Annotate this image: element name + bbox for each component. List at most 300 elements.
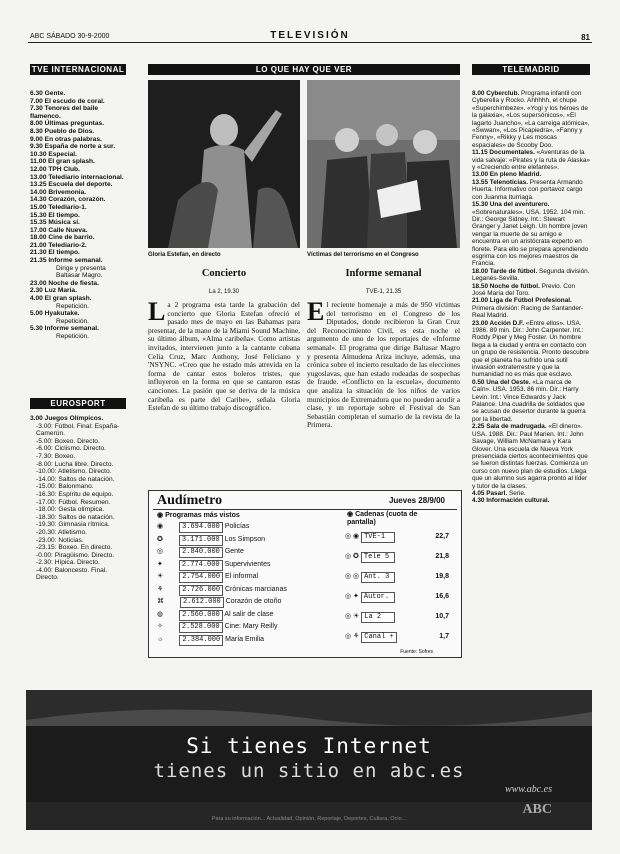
eurosport-heading: EUROSPORT: [30, 398, 126, 409]
ad-headline: Si tienes Internet: [186, 734, 432, 758]
telemadrid-description: Segunda división. Leganés-Sevilla.: [472, 267, 590, 283]
lo-que-hay-que-ver-heading: LO QUE HAY QUE VER: [148, 64, 460, 75]
channel-logo-icon: ◎ ◎: [345, 573, 362, 580]
eurosport-show: Piragüismo. Directo.: [54, 551, 115, 559]
tve-time: 21.35: [30, 257, 49, 265]
channel-logo-icon: ⚘: [157, 585, 166, 593]
article-concierto-channel: La 2, 19.30: [208, 289, 240, 295]
tve-show: Últimas preguntas.: [44, 120, 105, 128]
tve-item: [30, 151, 126, 159]
tve-time: 13.25: [30, 181, 49, 189]
page-date: ABC SÁBADO 30-9-2000: [30, 33, 110, 40]
article-informe-text: l reciente homenaje a más de 950 víctimas del terrorismo en el Congreso de los Diputados, donde recibieron la Gran Cruz del Reconocimiento Civil, es esta noche el argumento de uno de los reportajes de «Informe semanal». El programa que dirige Baltasar Magro y presenta Almudena Ariza incluye, además, una crónica sobre el incierto resultado de las elecciones yugoslavas, que han estado rodeadas de sospechas de fraude. «Conflicto en la escuela», documento que analiza la situación de los niños de varios municipios de Extremadura que no pueden acudir a clase, y un reportaje sobre el Festival de San Sebastián completan el sumario de la revista de la Primera.: [307, 300, 460, 430]
eurosport-item: [30, 544, 126, 552]
telemadrid-item: [472, 320, 590, 379]
program-audience: 3.171.000: [179, 535, 223, 546]
eurosport-time: 3.00: [30, 415, 45, 422]
eurosport-show: Boxeo. En directo.: [58, 544, 113, 552]
tve-item: [30, 242, 126, 250]
eurosport-time: -23.00:: [36, 536, 59, 544]
program-row: [157, 534, 343, 546]
telemadrid-item: [472, 179, 590, 201]
tv-icon: ◉: [347, 511, 356, 518]
eurosport-show: Gimnasia rítmica.: [58, 521, 110, 529]
telemadrid-show: Cyberclub.: [486, 90, 520, 97]
eurosport-time: -10.00:: [36, 468, 58, 476]
tve-show: En otras palabras.: [44, 135, 102, 143]
eurosport-column: [30, 398, 126, 582]
ad-footer-text: Para su información... Actualidad, Opinión, Reportaje, Deportes, Cultura, Ocio...: [211, 816, 407, 822]
tve-item: [30, 204, 126, 212]
eurosport-time: -4.00:: [36, 566, 55, 574]
eurosport-show: Gesta olímpica.: [58, 506, 105, 514]
caption-concert-photo: Gloria Estefan, en directo: [148, 252, 221, 258]
tve-internacional-column: [30, 64, 126, 341]
telemadrid-show: Noche de fútbol.: [489, 282, 540, 290]
telemadrid-description: Programa infantil con Cyberella y Rocko. Ahhhhh, el chupe «Superchimbeze». «Yogi y los héroes de la galaxia», «Los supersónicos», «El lagarto Juancho», «La carreiga atómica», «Swwan», «Los Picapiedra», «Fanny y Fenny», «Rikky y Les moscas espaciales» de Scooby Doo.: [472, 90, 590, 149]
channel-logo-icon: ◎ ✪: [345, 553, 361, 560]
channel-row: [345, 531, 453, 543]
tve-time: 15.30: [30, 211, 49, 219]
eurosport-time: -18.30:: [36, 513, 59, 521]
eurosport-show: Fútbol. Resumen.: [58, 498, 111, 506]
channel-logo-icon: ◎ ☀: [345, 613, 362, 620]
article-informe-dropcap: E: [307, 297, 325, 326]
telemadrid-item: [472, 90, 590, 149]
tve-item: [30, 105, 126, 120]
program-name: Al salir de clase: [222, 610, 274, 618]
channel-share: 10,7: [435, 613, 449, 620]
eurosport-show: Atletismo.: [58, 528, 87, 536]
channel-logo-icon: ✧: [157, 623, 165, 630]
telemadrid-description: «Entre ellos». USA. 1986. 89 min. Dir.: John Carpenter. Int.: Roddy Piper y Meg Foster. Un hombre llega a la ciudad y entra en contacto con un grupo de resistencia. Pronto descubre que el planeta ha sufrido una sutil invasión extraterrestre y que la humanidad no es más que esclavo.: [472, 319, 589, 379]
program-audience: 3.694.000: [179, 522, 223, 533]
channel-name: Canal +: [361, 632, 396, 643]
tve-item: [30, 166, 126, 174]
concert-photo-image: [148, 80, 300, 248]
tve-item: [30, 90, 126, 98]
photo-gloria-estefan: [148, 80, 300, 248]
program-row: [157, 621, 343, 633]
eurosport-time: -6.00:: [36, 445, 55, 453]
tve-show: El gran splash.: [47, 158, 95, 166]
tve-repeat-note: Repetición.: [56, 333, 89, 340]
telemadrid-show: Pasarl.: [486, 489, 508, 497]
eurosport-item: [30, 491, 126, 499]
tve-show: España de norte a sur.: [44, 143, 116, 151]
eurosport-show: Atletismo. Directo.: [58, 468, 112, 476]
program-row: [157, 546, 343, 558]
eurosport-time: -19.30:: [36, 521, 59, 529]
channels-heading: ◉ Cadenas (cuota de pantalla): [347, 511, 418, 526]
telemadrid-column: [472, 64, 590, 505]
eurosport-show: Hípica. Directo.: [54, 559, 100, 567]
telemadrid-time: 13.55: [472, 178, 490, 186]
tve-item: [30, 287, 126, 295]
channel-name: Ant. 3: [361, 572, 395, 583]
telemadrid-time: 0.50: [472, 378, 487, 386]
audimetro-source: Fuente: Sofres: [400, 649, 433, 655]
tve-item: [30, 249, 126, 257]
tve-show: Telediario-2.: [48, 241, 87, 249]
tve-show: Informe semanal.: [44, 325, 99, 333]
program-name: Policías: [222, 523, 250, 530]
eurosport-schedule: [30, 415, 126, 582]
eurosport-show: Fútbol. Final: España-Camerún.: [36, 422, 120, 438]
article-informe-title: Informe semanal: [345, 268, 422, 279]
telemadrid-time: 11.15: [472, 149, 490, 157]
tve-item: [30, 325, 126, 333]
telemadrid-item: [472, 268, 590, 283]
photo-victimas-congreso: [307, 80, 460, 248]
tve-show: El gran splash.: [44, 295, 92, 303]
tve-item: [30, 212, 126, 220]
telemadrid-time: 2.25: [472, 423, 487, 431]
tve-show: El escudo de coral.: [44, 97, 105, 105]
channel-logo-icon: ⌘: [157, 598, 166, 605]
tve-time: 17.00: [30, 226, 49, 234]
eurosport-time: -5.00:: [36, 437, 55, 445]
article-concierto: [148, 268, 300, 413]
tve-time: 9.30: [30, 143, 45, 151]
telemadrid-description: Serie.: [507, 489, 526, 497]
eurosport-item: [30, 521, 126, 529]
eurosport-time: -8.00:: [36, 460, 55, 468]
tve-item: [30, 196, 126, 204]
eurosport-show: Ciclismo. Directo.: [54, 445, 106, 453]
telemadrid-time: 23.00: [472, 319, 490, 327]
tve-item: [30, 280, 126, 288]
tve-item: [30, 227, 126, 235]
article-concierto-body: [148, 297, 300, 413]
channel-share: 1,7: [439, 633, 449, 640]
telemadrid-item: [472, 201, 590, 268]
channel-logo-icon: ✪: [157, 535, 165, 543]
programs-heading: ◉ Programas más vistos: [157, 512, 240, 519]
eurosport-show: Boxeo. Directo.: [54, 437, 100, 445]
tve-time: 10.30: [30, 150, 49, 158]
section-title: TELEVISIÓN: [270, 30, 350, 41]
program-row: [157, 609, 343, 621]
program-audience: 2.560.000: [179, 610, 223, 621]
eurosport-time: -2.30:: [36, 559, 55, 567]
abc-internet-advertisement[interactable]: [26, 690, 592, 830]
eurosport-item: [30, 423, 126, 438]
eurosport-time: -18.00:: [36, 506, 59, 514]
article-concierto-text: a 2 programa esta tarde la grabación del concierto que Gloria Estefan ofreció el pasado mes de mayo en las Bahamas para presentar, de la mano de la Miami Sound Machine, su último álbum, «Alma caribeña». Como artistas invitados, intervienen junto a la cantante cubana Celia Cruz, Marc Anthony, José Feliciano y 'NSYNC. «Creo que he estado más atrevida en la forma de cantar estos boleros tristes, que influyeron en la forma en que se cantaron estas canciones. La pasión que se deriva de la música caribeña es parte del Caribe», señala Gloria Estefan de su último trabajo discográfico.: [148, 300, 300, 413]
telemadrid-heading: TELEMADRID: [472, 64, 590, 75]
tve-item: [30, 234, 126, 242]
tve-item: [30, 257, 126, 265]
eurosport-item: [30, 461, 126, 469]
tve-time: 11.00: [30, 158, 48, 166]
tve-show: Informe semanal.: [48, 257, 103, 265]
tve-time: 18.00: [30, 234, 49, 242]
tve-time: 14.00: [30, 188, 49, 196]
program-name: Corazón de otoño: [223, 598, 282, 605]
tve-show: TPH Club.: [48, 165, 80, 173]
caption-congress-photo: Víctimas del terrorismo en el Congreso: [307, 252, 419, 258]
program-audience: 2.726.000: [179, 585, 223, 596]
tve-repeat-note: Repetición.: [56, 317, 89, 325]
tve-show: Especial.: [48, 150, 77, 158]
eurosport-show: Baloncesto. Final. Directo.: [36, 566, 108, 582]
telemadrid-description: Primera división: Racing de Santander-Real Madrid.: [472, 304, 584, 320]
telemadrid-show: En pleno Madrid.: [489, 171, 542, 179]
tve-item: [30, 174, 126, 182]
telemadrid-item: [472, 497, 590, 504]
tve-time: 12.00: [30, 165, 49, 173]
tv-icon: ◉: [157, 512, 166, 519]
congress-photo-image: [307, 80, 460, 248]
tve-repeat-note: Repetición.: [56, 302, 89, 310]
program-name: Crónicas marcianas: [223, 585, 287, 593]
tve-time: 15.35: [30, 219, 49, 227]
program-row: [157, 521, 343, 533]
tve-show: Calle Nueva.: [48, 226, 88, 234]
channel-logo-icon: ◎ ◉: [345, 533, 362, 540]
channel-row: [345, 631, 453, 643]
telemadrid-show: Liga de Fútbol Profesional.: [489, 297, 572, 305]
tve-item: [30, 158, 126, 166]
tve-show: Cine de barrio.: [48, 234, 95, 242]
eurosport-item: [30, 415, 126, 423]
eurosport-item: [30, 567, 126, 582]
eurosport-show: Saltos de natación.: [58, 513, 115, 521]
telemadrid-description: «El dinero». USA. 1988. Dir.: Paul Marien. Int.: John Savage, William McNamara y Kara Glover. Una escuela de Nueva York presenciada ciertos acontecimientos que se fueron distintas fuerzas. Comienza un curso con nuevo plan de estudios. Llega que un alumno sus agarra pronto al líder y tutor de la clases.: [472, 423, 588, 490]
eurosport-item: [30, 506, 126, 514]
telemadrid-show: Tarde de fútbol.: [489, 267, 538, 275]
program-audience: 2.840.000: [179, 547, 223, 558]
eurosport-time: -0.00:: [36, 551, 55, 559]
channel-name: Tele 5: [361, 552, 395, 563]
telemadrid-time: 18.00: [472, 267, 490, 275]
tve-show: Escuela del deporte.: [48, 181, 113, 189]
eurosport-item: [30, 499, 126, 507]
tve-show: Música sí.: [48, 219, 80, 227]
channel-logo-icon: ◎: [157, 548, 166, 555]
eurosport-item: [30, 514, 126, 522]
telemadrid-item: [472, 171, 590, 178]
tve-item: [30, 189, 126, 197]
tve-time: 15.00: [30, 203, 49, 211]
telemadrid-description: «Sobrenaturales». USA. 1952. 104 min. Dir.: George Sidney. Int.: Stewart Granger y Janet Leigh. Un hombre joven vengar la muerte de su amigo e encuentra en un aristócrata experto en florete. Para ello se prepara aprendiendo esgrima con los mejores maestros de Francia.: [472, 208, 589, 268]
tve-time: 8.30: [30, 127, 45, 135]
tve-show: Gente.: [44, 90, 66, 97]
telemadrid-time: 4.05: [472, 489, 487, 497]
header-rule: [28, 42, 592, 43]
program-row: [157, 596, 343, 608]
program-name: Supervivientes: [222, 560, 271, 568]
channel-share: 16,6: [435, 593, 449, 600]
tve-show: Telediario-1.: [48, 203, 87, 211]
program-name: Cine: Mary Reilly: [222, 623, 278, 630]
tve-description: Dirige y presenta Baltasar Magro.: [56, 264, 106, 280]
tve-item: [30, 310, 126, 318]
program-name: Los Simpson: [222, 535, 266, 543]
tve-time: 5.00: [30, 310, 45, 318]
tve-item: [30, 219, 126, 227]
tve-time: 5.30: [30, 325, 45, 333]
eurosport-item: [30, 537, 126, 545]
telemadrid-show: Una del aventurero.: [489, 201, 550, 209]
tve-show: Noche de fiesta.: [48, 279, 99, 287]
eurosport-item: [30, 476, 126, 484]
tve-time: 4.00: [30, 295, 45, 303]
eurosport-show: Noticias.: [58, 536, 84, 544]
eurosport-time: -23.15:: [36, 544, 59, 552]
audimetro-title: Audímetro: [157, 493, 223, 508]
article-concierto-title: Concierto: [201, 268, 247, 279]
eurosport-item: [30, 559, 126, 567]
tve-item: [30, 295, 126, 303]
tve-item: [30, 136, 126, 144]
tve-show: El tiempo.: [48, 211, 80, 219]
tve-show: Pueblo de Dios.: [44, 127, 95, 135]
ad-url-link[interactable]: www.abc.es: [504, 784, 552, 795]
eurosport-item: [30, 529, 126, 537]
channel-logo-icon: ☀: [157, 573, 166, 580]
tve-show: Telediario internacional.: [48, 173, 124, 181]
program-name: El informal: [223, 573, 259, 580]
telemadrid-time: 8.00: [472, 90, 487, 97]
telemadrid-description: «Aventuras de la vida salvaje: «Pirates y la ruta de Alaska» y «Creciendo entre elefantes».: [472, 149, 590, 172]
eurosport-time: -3.00:: [36, 422, 55, 430]
audimetro-box: [148, 490, 462, 658]
program-row: [157, 634, 343, 646]
tve-time: 13.00: [30, 173, 49, 181]
telemadrid-description: Previo. Con José María del Toro.: [472, 282, 576, 297]
eurosport-time: -7.30:: [36, 452, 55, 460]
telemadrid-time: 15.30: [472, 201, 490, 209]
abc-logo: ABC: [522, 802, 552, 817]
tve-show: Hyakutake.: [44, 310, 80, 318]
eurosport-time: -15.00:: [36, 483, 59, 491]
tve-item: [30, 128, 126, 136]
channel-share: 22,7: [435, 533, 449, 540]
audimetro-rule: [153, 509, 457, 510]
article-concierto-dropcap: L: [148, 297, 166, 326]
program-audience: 2.384.000: [179, 635, 223, 646]
eurosport-time: -16.30:: [36, 490, 59, 498]
eurosport-show: Balonmano.: [58, 483, 94, 491]
channel-logo-icon: ☼: [157, 635, 166, 643]
eurosport-show: Espíritu de equipo.: [58, 490, 114, 498]
tve-item: [30, 143, 126, 151]
audimetro-date: Jueves 28/9/00: [388, 496, 445, 505]
eurosport-item: [30, 468, 126, 476]
channel-logo-icon: ✦: [157, 560, 165, 568]
eurosport-item: [30, 552, 126, 560]
channel-logo-icon: ◎ ✦: [345, 593, 361, 600]
channel-share: 21,8: [435, 553, 449, 560]
tve-time: 7.00: [30, 97, 45, 105]
tve-time: 23.00: [30, 279, 49, 287]
ad-subheadline: tienes un sitio en abc.es: [153, 760, 465, 782]
telemadrid-time: 13.00: [472, 171, 490, 179]
telemadrid-item: [472, 490, 590, 497]
channel-share: 19,8: [435, 573, 449, 580]
telemadrid-item: [472, 379, 590, 423]
program-name: Gente: [222, 548, 244, 555]
tve-schedule: [30, 90, 126, 341]
program-row: [157, 571, 343, 583]
eurosport-time: -20.30:: [36, 528, 58, 536]
channel-row: [345, 591, 453, 603]
telemadrid-show: Documentales.: [489, 149, 535, 157]
tve-heading: TVE INTERNACIONAL: [31, 65, 125, 74]
telemadrid-description: «La marca de Caín». USA. 1953. 86 min. Dir.: Harry Levin. Int.: Vince Edwards y Jack Palance. Una cuadrilla de soldados que se acusan de desertor durante la guerra por la libertad.: [472, 378, 586, 423]
tve-time: 21.30: [30, 249, 49, 257]
tve-time: 9.00: [30, 135, 45, 143]
program-audience: 2.754.000: [179, 572, 223, 583]
eurosport-time: -14.00:: [36, 475, 59, 483]
channel-logo-icon: ◎ ⚘: [345, 633, 362, 640]
page-number: 81: [581, 33, 590, 42]
channel-name: TVE-1: [361, 532, 395, 543]
telemadrid-item: [472, 149, 590, 171]
telemadrid-item: [472, 297, 590, 319]
channel-row: [345, 611, 453, 623]
program-row: [157, 559, 343, 571]
telemadrid-time: 18.50: [472, 282, 490, 290]
tve-time: 14.30: [30, 196, 49, 204]
telemadrid-show: Información cultural.: [486, 497, 550, 505]
telemadrid-item: [472, 283, 590, 298]
program-audience: 2.528.000: [179, 622, 223, 633]
telemadrid-schedule: [472, 90, 590, 505]
tve-item: [30, 181, 126, 189]
tve-time: 21.00: [30, 241, 49, 249]
telemadrid-item: [472, 423, 590, 490]
channel-row: [345, 571, 453, 583]
channel-logo-icon: ◉: [157, 523, 166, 530]
tve-time: 6.30: [30, 90, 45, 97]
program-name: María Emilia: [223, 635, 265, 643]
program-audience: 2.774.000: [179, 560, 223, 571]
tve-item: [30, 120, 126, 128]
article-informe-body: [307, 297, 460, 430]
eurosport-show: Juegos Olímpicos.: [44, 415, 104, 422]
channel-logo-icon: ◍: [157, 610, 166, 618]
program-audience: 2.612.000: [180, 597, 224, 608]
channel-row: [345, 551, 453, 563]
telemadrid-show: Una del Oeste.: [486, 378, 531, 386]
tve-show: Brivemonia.: [48, 188, 87, 196]
eurosport-item: [30, 438, 126, 446]
telemadrid-show: Telenoticias.: [489, 178, 529, 186]
channel-name: La 2: [361, 612, 395, 623]
telemadrid-description: Presenta Armando Huerta. Informativo con portavoz cargo con Juanma Iturriaga.: [472, 178, 583, 201]
tve-show: El tiempo.: [48, 249, 80, 257]
tve-time: 8.00: [30, 120, 45, 128]
telemadrid-show: Sala de madrugada.: [486, 423, 547, 431]
tve-time: 7.30: [30, 105, 45, 113]
eurosport-item: [30, 483, 126, 491]
eurosport-time: -17.00:: [36, 498, 59, 506]
eurosport-show: Boxeo.: [54, 452, 76, 460]
eurosport-item: [30, 445, 126, 453]
tve-show: Luz María.: [44, 287, 77, 295]
tve-item: [30, 98, 126, 106]
tve-show: Corazón, corazón.: [48, 196, 106, 204]
tve-show: Tenores del baile flamenco.: [30, 105, 99, 120]
program-row: [157, 584, 343, 596]
eurosport-item: [30, 453, 126, 461]
eurosport-show: Lucha libre. Directo.: [54, 460, 114, 468]
telemadrid-show: Acción D.F.: [489, 319, 524, 327]
article-informe-channel: TVE-1, 21.35: [365, 289, 402, 295]
